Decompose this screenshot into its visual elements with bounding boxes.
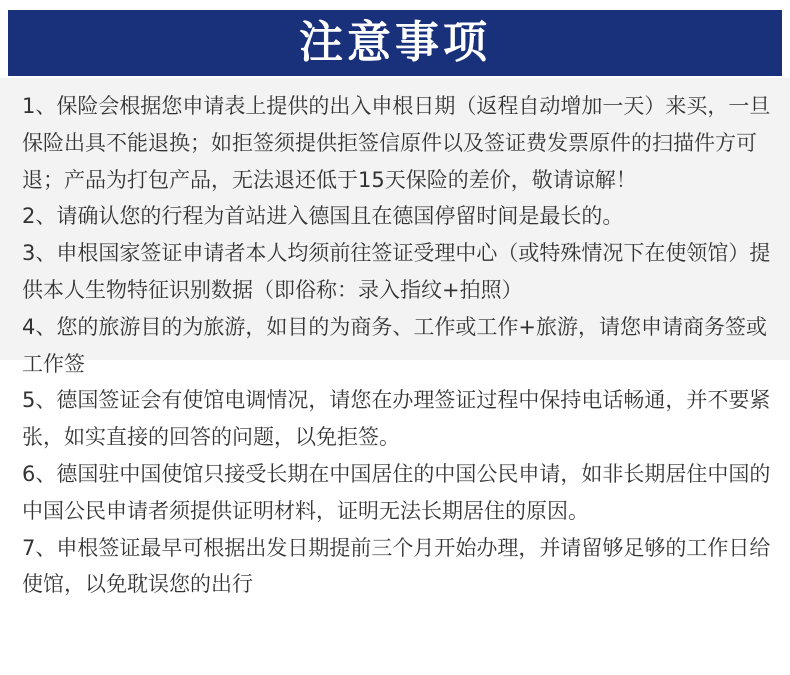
note-item-1: 1、保险会根据您申请表上提供的出入申根日期（返程自动增加一天）来买，一旦保险出具不能退换；如拒签须提供拒签信原件以及签证费发票原件的扫描件方可退；产品为打包产品，无法退还低于15天保险的差价，敬请谅解！ <box>22 94 771 192</box>
note-item-3: 3、申根国家签证申请者本人均须前往签证受理中心（或特殊情况下在使领馆）提供本人生物特征识别数据（即俗称：录入指纹+拍照） <box>22 241 771 302</box>
title-bar <box>8 10 782 76</box>
note-item-2: 2、请确认您的行程为首站进入德国且在德国停留时间是最长的。 <box>22 204 624 229</box>
note-item-4: 4、您的旅游目的为旅游，如目的为商务、工作或工作+旅游，请您申请商务签或工作签 <box>22 314 767 376</box>
note-item-7: 7、申根签证最早可根据出发日期提前三个月开始办理，并请留够足够的工作日给使馆，以免耽误您的出行 <box>22 535 771 597</box>
note-item-5: 5、德国签证会有使馆电调情况，请您在办理签证过程中保持电话畅通，并不要紧张，如实直接的回答的问题，以免拒签。 <box>22 388 771 450</box>
page-title: 注意事项 <box>299 17 491 68</box>
note-item-6: 6、德国驻中国使馆只接受长期在中国居住的中国公民申请，如非长期居住中国的中国公民申请者须提供证明材料，证明无法长期居住的原因。 <box>22 461 771 523</box>
notes-list <box>22 88 774 603</box>
header-banner <box>0 0 790 78</box>
